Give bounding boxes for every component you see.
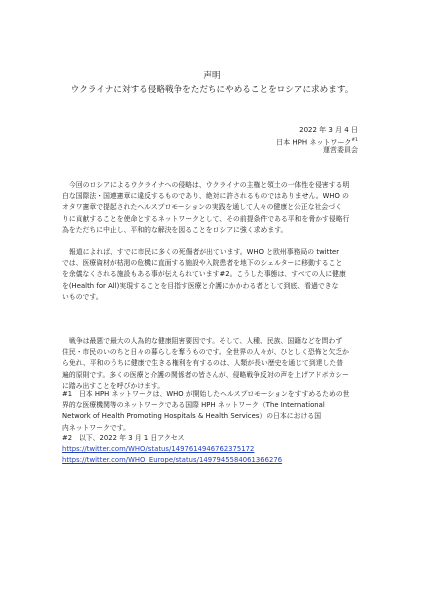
paragraph-line: いものです。 <box>62 292 103 301</box>
paragraph-line: 遍的原則です。多くの医療と介護の関係者の皆さんが、侵略戦争反対の声を上げアドボカシー <box>62 370 350 379</box>
footnote-line: Network of Health Promoting Hospitals & Health Services）の日本における国 <box>62 412 322 421</box>
paragraph-line: を(Health for All)実現することを目指す医療と介護にかかわる者として到底、看過できな <box>62 281 339 290</box>
footnote-heading: #2 以下、2022 年 3 月 1 日アクセス <box>62 434 185 442</box>
who-twitter-link[interactable]: https://twitter.com/WHO/status/1497614946762375172 <box>62 445 255 454</box>
footnote-2 <box>62 433 362 467</box>
paragraph-2 <box>62 247 362 303</box>
committee-name: 運営委員会 <box>323 146 358 154</box>
paragraph-line: 住民・市民のいのちと日々の暮らしを奪うものです。全世界の人々が、ひとしく恐怖と欠乏か <box>62 348 350 357</box>
paragraph-line: ら免れ、平和のうちに健康で生きる権利を有するのは、人類が長い歴史を通じて到達した普 <box>62 359 344 368</box>
paragraph-line: りに貢献することを使命とするネットワークとして、その前提条件である平和を脅かす侵略行 <box>62 214 350 223</box>
paragraph-line: 白な国際法・国連憲章に違反するものであり、絶対に許されるものではありません。WHO の <box>62 192 349 201</box>
paragraph-line: 戦争は最悪で最大の人為的な健康阻害要因です。そして、人種、民族、国籍などを問わず <box>69 337 343 345</box>
paragraph-line: を余儀なくされる施設もある事が伝えられています#2。こうした事態は、すべての人に健康 <box>62 270 346 279</box>
organization-footnote-mark: #1 <box>351 138 358 143</box>
paragraph-line: 報道によれば、すでに市民に多くの死傷者が出ています。WHO と欧州事務局の twitter <box>69 248 340 256</box>
footnote-line: 内ネットワークです。 <box>62 423 130 432</box>
who-europe-twitter-link[interactable]: https://twitter.com/WHO_Europe/status/1497945584061366276 <box>62 456 283 465</box>
footnote-line: 界的な医療機関等のネットワークである国際 HPH ネットワーク（The International <box>62 401 325 410</box>
document-title: ウクライナに対する侵略戦争をただちにやめることをロシアに求めます。 <box>70 85 354 95</box>
paragraph-line: 今回のロシアによるウクライナへの侵略は、ウクライナの主権と領土の一体性を侵害する明 <box>69 181 350 189</box>
statement-date: 2022 年 3 月 4 日 <box>299 126 358 134</box>
document-heading: 声明 <box>203 71 221 81</box>
footnote-1 <box>62 389 362 434</box>
organization-label: 日本 HPH ネットワーク <box>276 138 352 147</box>
paragraph-line: 為をただちに中止し、平和的な解決を図ることをロシアに強く求めます。 <box>62 225 288 234</box>
footnote-line: #1 日本 HPH ネットワークは、WHO が開始したヘルスプロモーションをすすめるための世 <box>62 390 350 398</box>
paragraph-3 <box>62 336 362 392</box>
paragraph-1 <box>62 180 362 236</box>
paragraph-line: オタワ憲章で提起されたヘルスプロモーションの実践を通して人々の健康と公正な社会づく <box>62 203 342 212</box>
paragraph-line: では、医療資材が枯渇の危機に直面する施設や入院患者を地下のシェルターに移動すること <box>62 259 343 268</box>
paragraph-line: に踏み出すことを呼びかけます。 <box>62 381 165 390</box>
